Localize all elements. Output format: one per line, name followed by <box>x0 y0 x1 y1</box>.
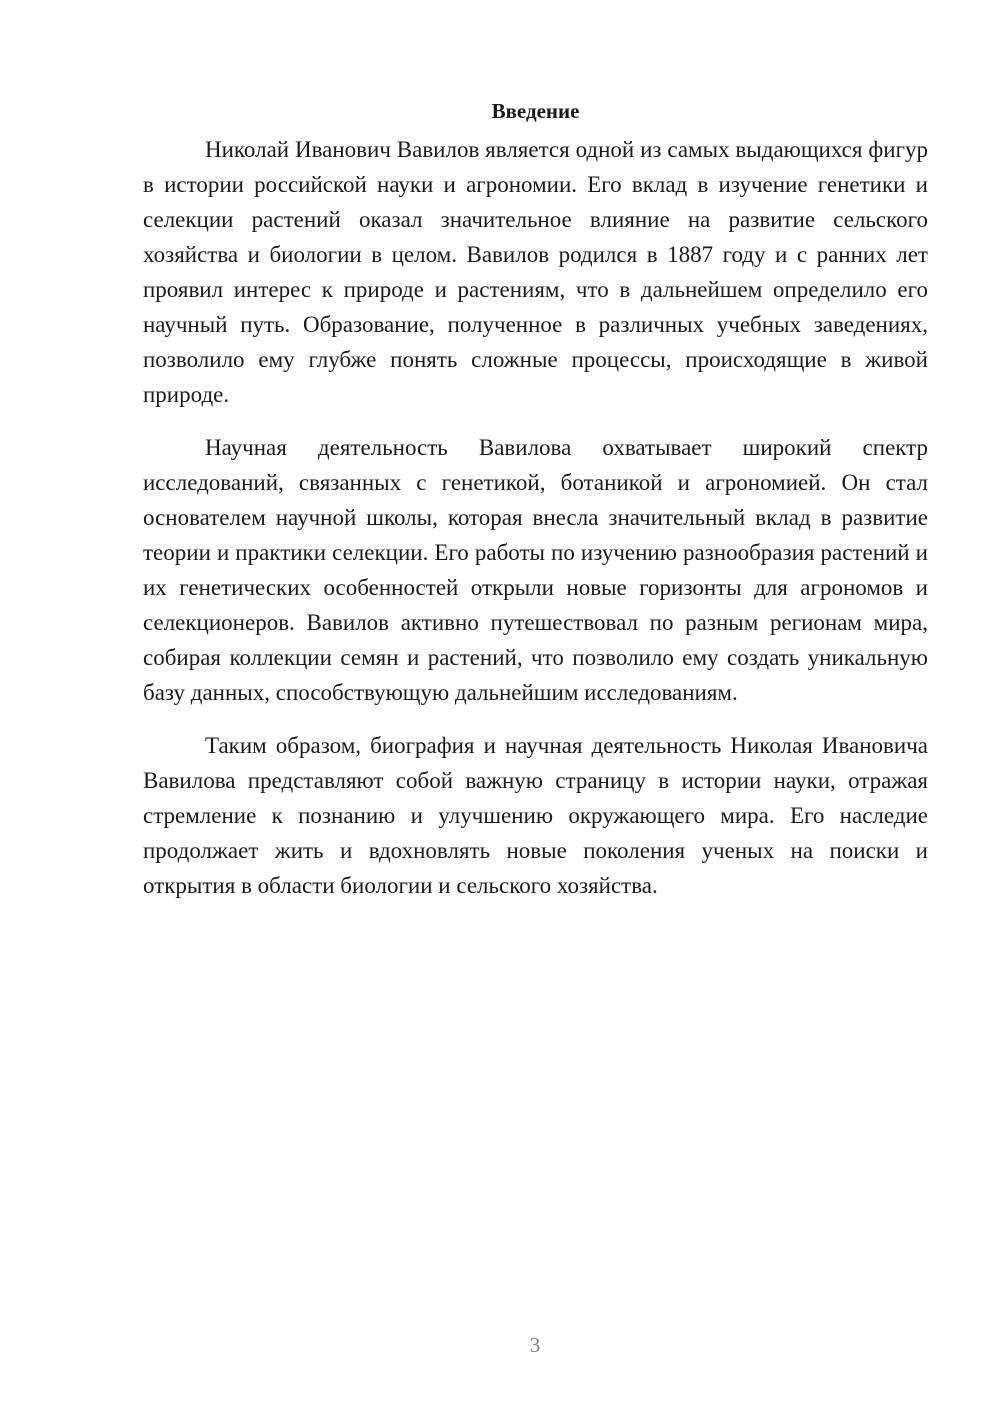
paragraph-intro: Николай Иванович Вавилов является одной из самых выдающихся фигур в истории российской науки и агрономии. Его вклад в изучение генетики и селекции растений оказал значительное влияние на развитие сельского хозяйства и биологии в целом. Вавилов родился в 1887 году и с ранних лет проявил интерес к природе и растениям, что в дальнейшем определило его научный путь. Образование, полученное в различных учебных заведениях, позволило ему глубже понять сложные процессы, происходящие в живой природе. <box>143 137 928 407</box>
page-number: 3 <box>529 1333 541 1357</box>
page-content <box>143 96 928 921</box>
paragraph-scientific-activity: Научная деятельность Вавилова охватывает широкий спектр исследований, связанных с генетикой, ботаникой и агрономией. Он стал основателем научной школы, которая внесла значительный вклад в развитие теории и практики селекции. Его работы по изучению разнообразия растений и их генетических особенностей открыли новые горизонты для агрономов и селекционеров. Вавилов активно путешествовал по разным регионам мира, собирая коллекции семян и растений, что позволило ему создать уникальную базу данных, способствующую дальнейшим исследованиям. <box>143 435 928 705</box>
paragraph-conclusion: Таким образом, биография и научная деятельность Николая Ивановича Вавилова представляют собой важную страницу в истории науки, отражая стремление к познанию и улучшению окружающего мира. Его наследие продолжает жить и вдохновлять новые поколения ученых на поиски и открытия в области биологии и сельского хозяйства. <box>143 733 928 898</box>
section-heading: Введение <box>491 99 580 123</box>
